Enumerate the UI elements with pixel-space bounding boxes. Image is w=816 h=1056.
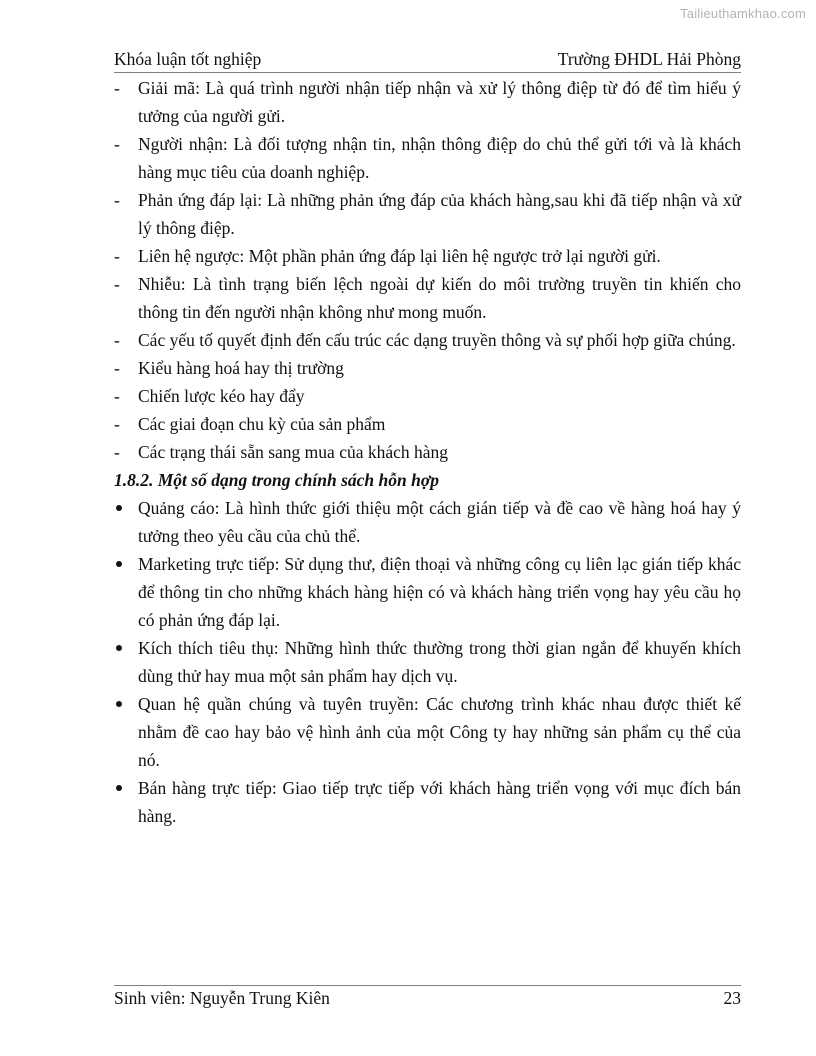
header-thesis-title: Khóa luận tốt nghiệp [114, 49, 262, 69]
bullet-list [114, 494, 741, 830]
dash-marker [114, 186, 132, 214]
watermark-text: Tailieuthamkhao.com [680, 6, 806, 21]
list-item-text: Quan hệ quần chúng và tuyên truyền: Các chương trình khác nhau được thiết kế nhằm đề cao hay bảo vệ hình ảnh của một Công ty hay những sản phẩm cụ thể của nó. [138, 694, 741, 770]
list-item-text: Quảng cáo: Là hình thức giới thiệu một cách gián tiếp và đề cao về hàng hoá hay ý tưởng theo yêu cầu của chủ thể. [138, 498, 741, 546]
list-item [114, 382, 741, 410]
list-item [114, 270, 741, 326]
list-item-text: Kiểu hàng hoá hay thị trường [138, 358, 344, 378]
dash-marker [114, 242, 132, 270]
list-item [114, 550, 741, 634]
footer-student-name: Sinh viên: Nguyễn Trung Kiên [114, 988, 330, 1008]
header-divider [114, 72, 741, 73]
list-item [114, 354, 741, 382]
list-item-text: Các giai đoạn chu kỳ của sản phẩm [138, 414, 386, 434]
list-item-text: Nhiễu: Là tình trạng biến lệch ngoài dự kiến do môi trường truyền tin khiến cho thông tin đến người nhận không như mong muốn. [138, 274, 741, 322]
list-item [114, 438, 741, 466]
dash-marker [114, 74, 132, 102]
dash-marker [114, 410, 132, 438]
list-item-text: Kích thích tiêu thụ: Những hình thức thường trong thời gian ngắn để khuyến khích dùng thử hay mua một sản phẩm hay dịch vụ. [138, 638, 741, 686]
page-header [114, 48, 741, 70]
list-item [114, 690, 741, 774]
list-item [114, 326, 741, 354]
list-item [114, 410, 741, 438]
dash-marker [114, 130, 132, 158]
list-item-text: Bán hàng trực tiếp: Giao tiếp trực tiếp với khách hàng triển vọng với mục đích bán hàng. [138, 778, 741, 826]
dash-marker [114, 326, 132, 354]
dash-marker [114, 270, 132, 298]
header-university: Trường ĐHDL Hải Phòng [557, 49, 741, 69]
list-item-text: Phản ứng đáp lại: Là những phản ứng đáp của khách hàng,sau khi đã tiếp nhận và xử lý thông điệp. [138, 190, 741, 238]
dash-list [114, 74, 741, 466]
list-item-text: Các yếu tố quyết định đến cấu trúc các dạng truyền thông và sự phối hợp giữa chúng. [138, 330, 736, 350]
list-item [114, 774, 741, 830]
section-heading: 1.8.2. Một số dạng trong chính sách hỗn hợp [114, 470, 439, 490]
list-item [114, 494, 741, 550]
list-item-text: Người nhận: Là đối tượng nhận tin, nhận thông điệp do chủ thể gửi tới và là khách hàng mục tiêu của doanh nghiệp. [138, 134, 741, 182]
list-item-text: Chiến lược kéo hay đẩy [138, 386, 305, 406]
dash-marker [114, 382, 132, 410]
page-number: 23 [723, 988, 741, 1008]
list-item [114, 130, 741, 186]
list-item-text: Marketing trực tiếp: Sử dụng thư, điện thoại và những công cụ liên lạc gián tiếp khác để thông tin cho những khách hàng hiện có và khách hàng triển vọng hay yêu cầu họ có phản ứng đáp lại. [138, 554, 741, 630]
list-item-text: Giải mã: Là quá trình người nhận tiếp nhận và xử lý thông điệp từ đó để tìm hiểu ý tưởng của người gửi. [138, 78, 741, 126]
page-body [114, 74, 741, 830]
list-item [114, 186, 741, 242]
list-item [114, 74, 741, 130]
dash-marker [114, 354, 132, 382]
list-item-text: Các trạng thái sẵn sang mua của khách hàng [138, 442, 449, 462]
list-item [114, 634, 741, 690]
list-item [114, 242, 741, 270]
page-footer [114, 987, 741, 1009]
list-item-text: Liên hệ ngược: Một phần phản ứng đáp lại liên hệ ngược trở lại người gửi. [138, 246, 661, 266]
footer-divider [114, 985, 741, 986]
dash-marker [114, 438, 132, 466]
